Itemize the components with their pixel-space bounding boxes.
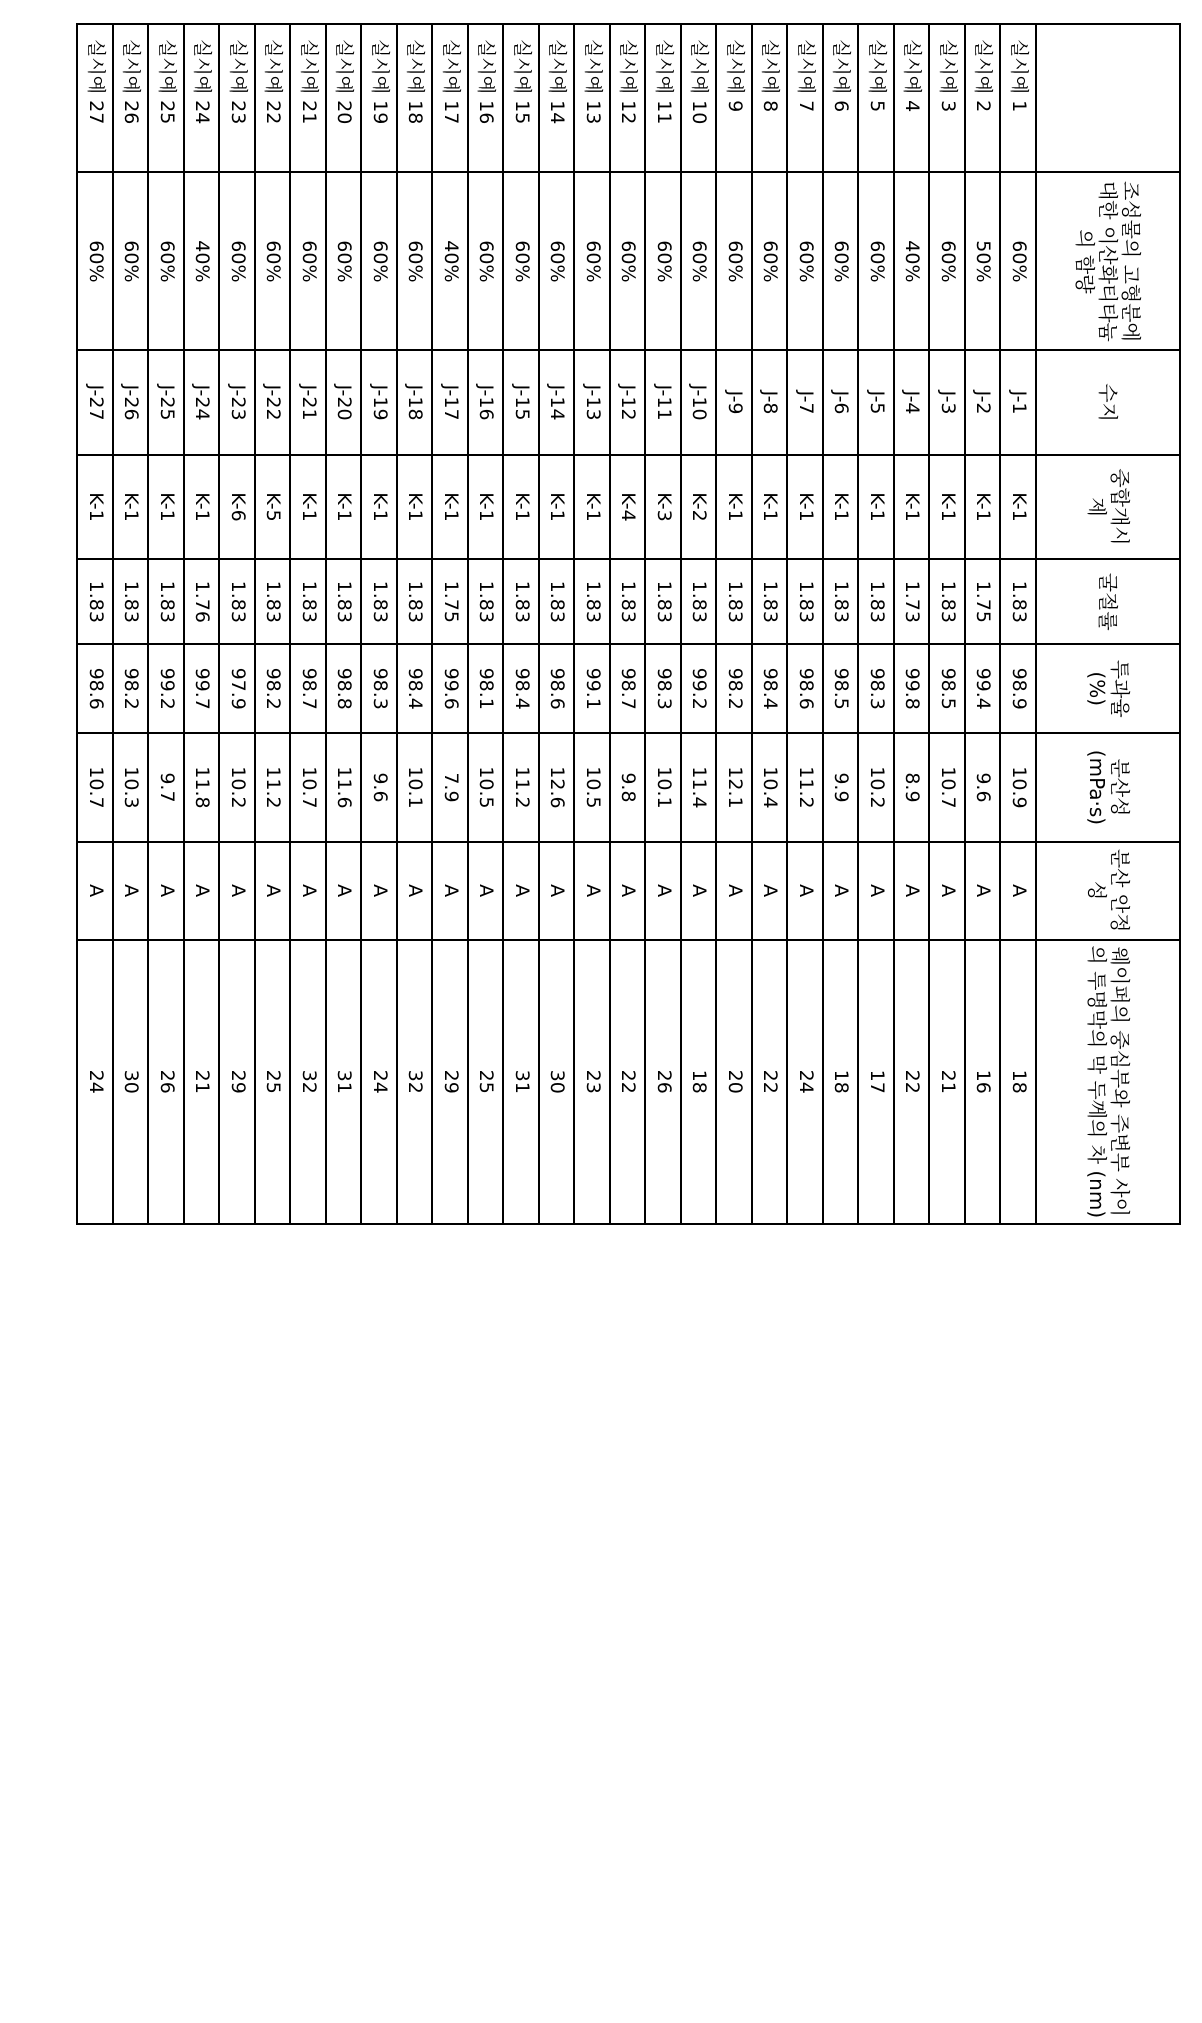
cell-resin: J-2: [965, 350, 1001, 454]
cell-initiator: K-1: [788, 455, 824, 560]
cell-thickness-difference: 32: [397, 940, 433, 1224]
cell-tio2-content: 60%: [823, 172, 859, 350]
cell-initiator: K-1: [859, 455, 895, 560]
cell-thickness-difference: 21: [184, 940, 220, 1224]
cell-refractive-index: 1.83: [255, 559, 291, 644]
cell-resin: J-17: [433, 350, 469, 454]
cell-thickness-difference: 26: [149, 940, 185, 1224]
cell-tio2-content: 60%: [575, 172, 611, 350]
cell-dispersibility: 8.9: [894, 733, 930, 842]
table-row: [1001, 24, 1037, 1224]
cell-resin: J-5: [859, 350, 895, 454]
cell-transmittance: 98.5: [930, 644, 966, 733]
cell-example-label: 실시예 19: [362, 24, 398, 172]
cell-dispersibility: 11.2: [255, 733, 291, 842]
cell-tio2-content: 60%: [255, 172, 291, 350]
cell-resin: J-9: [717, 350, 753, 454]
cell-dispersibility: 11.8: [184, 733, 220, 842]
cell-initiator: K-1: [930, 455, 966, 560]
cell-dispersibility: 11.2: [788, 733, 824, 842]
table-row: [113, 24, 149, 1224]
cell-dispersion-stability: A: [78, 842, 114, 940]
cell-initiator: K-1: [965, 455, 1001, 560]
cell-tio2-content: 60%: [220, 172, 256, 350]
cell-tio2-content: 60%: [326, 172, 362, 350]
cell-thickness-difference: 24: [788, 940, 824, 1224]
cell-refractive-index: 1.83: [1001, 559, 1037, 644]
cell-example-label: 실시예 21: [291, 24, 327, 172]
cell-initiator: K-1: [539, 455, 575, 560]
cell-thickness-difference: 31: [504, 940, 540, 1224]
cell-tio2-content: 60%: [397, 172, 433, 350]
cell-transmittance: 99.7: [184, 644, 220, 733]
table-row: [610, 24, 646, 1224]
cell-transmittance: 98.3: [646, 644, 682, 733]
cell-example-label: 실시예 18: [397, 24, 433, 172]
cell-example-label: 실시예 1: [1001, 24, 1037, 172]
cell-transmittance: 98.2: [255, 644, 291, 733]
cell-resin: J-8: [752, 350, 788, 454]
cell-thickness-difference: 18: [681, 940, 717, 1224]
cell-example-label: 실시예 7: [788, 24, 824, 172]
cell-dispersion-stability: A: [788, 842, 824, 940]
cell-transmittance: 99.4: [965, 644, 1001, 733]
cell-refractive-index: 1.83: [397, 559, 433, 644]
cell-transmittance: 98.4: [397, 644, 433, 733]
cell-initiator: K-1: [326, 455, 362, 560]
cell-dispersibility: 9.9: [823, 733, 859, 842]
cell-example-label: 실시예 27: [78, 24, 114, 172]
cell-transmittance: 98.5: [823, 644, 859, 733]
cell-initiator: K-1: [717, 455, 753, 560]
cell-resin: J-1: [1001, 350, 1037, 454]
cell-refractive-index: 1.83: [539, 559, 575, 644]
cell-dispersion-stability: A: [326, 842, 362, 940]
cell-example-label: 실시예 13: [575, 24, 611, 172]
cell-thickness-difference: 18: [823, 940, 859, 1224]
table-row: [681, 24, 717, 1224]
cell-transmittance: 97.9: [220, 644, 256, 733]
table-row: [291, 24, 327, 1224]
cell-initiator: K-1: [752, 455, 788, 560]
cell-example-label: 실시예 12: [610, 24, 646, 172]
examples-results-table: [77, 23, 1182, 1225]
cell-dispersibility: 9.7: [149, 733, 185, 842]
cell-refractive-index: 1.83: [149, 559, 185, 644]
cell-thickness-difference: 25: [255, 940, 291, 1224]
cell-refractive-index: 1.83: [468, 559, 504, 644]
header-dispersion-stability: 분산 안정성: [1036, 842, 1180, 940]
cell-dispersion-stability: A: [575, 842, 611, 940]
cell-dispersibility: 7.9: [433, 733, 469, 842]
table-row: [362, 24, 398, 1224]
cell-tio2-content: 60%: [930, 172, 966, 350]
cell-example-label: 실시예 17: [433, 24, 469, 172]
cell-initiator: K-1: [184, 455, 220, 560]
cell-initiator: K-5: [255, 455, 291, 560]
cell-initiator: K-1: [113, 455, 149, 560]
cell-transmittance: 99.8: [894, 644, 930, 733]
cell-dispersibility: 10.3: [113, 733, 149, 842]
cell-refractive-index: 1.83: [326, 559, 362, 644]
cell-thickness-difference: 23: [575, 940, 611, 1224]
cell-refractive-index: 1.83: [362, 559, 398, 644]
cell-refractive-index: 1.83: [752, 559, 788, 644]
cell-tio2-content: 60%: [610, 172, 646, 350]
cell-refractive-index: 1.83: [291, 559, 327, 644]
header-transmittance: 투과율 (%): [1036, 644, 1180, 733]
table-row: [504, 24, 540, 1224]
cell-dispersion-stability: A: [362, 842, 398, 940]
cell-transmittance: 98.4: [504, 644, 540, 733]
cell-refractive-index: 1.83: [681, 559, 717, 644]
cell-initiator: K-1: [468, 455, 504, 560]
header-corner: [1036, 24, 1180, 172]
cell-dispersibility: 10.7: [291, 733, 327, 842]
cell-resin: J-18: [397, 350, 433, 454]
cell-transmittance: 98.6: [78, 644, 114, 733]
cell-resin: J-11: [646, 350, 682, 454]
cell-resin: J-14: [539, 350, 575, 454]
cell-initiator: K-1: [575, 455, 611, 560]
table-row: [539, 24, 575, 1224]
cell-dispersion-stability: A: [113, 842, 149, 940]
cell-dispersibility: 10.7: [78, 733, 114, 842]
cell-refractive-index: 1.83: [610, 559, 646, 644]
cell-transmittance: 98.2: [717, 644, 753, 733]
cell-refractive-index: 1.75: [433, 559, 469, 644]
cell-tio2-content: 60%: [717, 172, 753, 350]
cell-dispersion-stability: A: [291, 842, 327, 940]
cell-tio2-content: 40%: [184, 172, 220, 350]
cell-thickness-difference: 30: [539, 940, 575, 1224]
cell-transmittance: 99.6: [433, 644, 469, 733]
cell-initiator: K-1: [149, 455, 185, 560]
cell-tio2-content: 60%: [362, 172, 398, 350]
cell-example-label: 실시예 24: [184, 24, 220, 172]
cell-transmittance: 98.3: [859, 644, 895, 733]
cell-dispersion-stability: A: [184, 842, 220, 940]
cell-initiator: K-1: [823, 455, 859, 560]
cell-thickness-difference: 30: [113, 940, 149, 1224]
cell-dispersibility: 9.6: [965, 733, 1001, 842]
cell-resin: J-15: [504, 350, 540, 454]
cell-tio2-content: 60%: [468, 172, 504, 350]
cell-refractive-index: 1.83: [788, 559, 824, 644]
cell-transmittance: 98.7: [291, 644, 327, 733]
cell-dispersion-stability: A: [965, 842, 1001, 940]
table-body: [78, 24, 1037, 1224]
cell-example-label: 실시예 23: [220, 24, 256, 172]
header-initiator: 중합개시제: [1036, 455, 1180, 560]
cell-transmittance: 98.9: [1001, 644, 1037, 733]
cell-thickness-difference: 25: [468, 940, 504, 1224]
cell-dispersibility: 10.4: [752, 733, 788, 842]
cell-dispersion-stability: A: [646, 842, 682, 940]
cell-dispersion-stability: A: [433, 842, 469, 940]
cell-example-label: 실시예 10: [681, 24, 717, 172]
cell-resin: J-26: [113, 350, 149, 454]
cell-thickness-difference: 16: [965, 940, 1001, 1224]
cell-initiator: K-4: [610, 455, 646, 560]
cell-resin: J-20: [326, 350, 362, 454]
cell-transmittance: 98.4: [752, 644, 788, 733]
cell-dispersion-stability: A: [539, 842, 575, 940]
cell-initiator: K-2: [681, 455, 717, 560]
table-row: [397, 24, 433, 1224]
cell-resin: J-21: [291, 350, 327, 454]
cell-example-label: 실시예 14: [539, 24, 575, 172]
table-row: [717, 24, 753, 1224]
cell-thickness-difference: 24: [78, 940, 114, 1224]
cell-thickness-difference: 22: [894, 940, 930, 1224]
cell-dispersibility: 10.2: [220, 733, 256, 842]
header-resin: 수지: [1036, 350, 1180, 454]
cell-tio2-content: 60%: [504, 172, 540, 350]
cell-example-label: 실시예 6: [823, 24, 859, 172]
table-row: [433, 24, 469, 1224]
rotated-table-container: [77, 23, 1182, 1225]
cell-dispersibility: 11.2: [504, 733, 540, 842]
cell-resin: J-10: [681, 350, 717, 454]
cell-tio2-content: 60%: [752, 172, 788, 350]
cell-thickness-difference: 32: [291, 940, 327, 1224]
cell-dispersibility: 11.6: [326, 733, 362, 842]
cell-example-label: 실시예 26: [113, 24, 149, 172]
cell-example-label: 실시예 16: [468, 24, 504, 172]
cell-thickness-difference: 17: [859, 940, 895, 1224]
cell-tio2-content: 60%: [149, 172, 185, 350]
cell-dispersion-stability: A: [610, 842, 646, 940]
cell-dispersion-stability: A: [504, 842, 540, 940]
cell-refractive-index: 1.83: [930, 559, 966, 644]
table-row: [575, 24, 611, 1224]
cell-refractive-index: 1.75: [965, 559, 1001, 644]
cell-resin: J-27: [78, 350, 114, 454]
cell-refractive-index: 1.83: [646, 559, 682, 644]
cell-thickness-difference: 22: [752, 940, 788, 1224]
cell-dispersibility: 10.5: [575, 733, 611, 842]
table-row: [646, 24, 682, 1224]
cell-dispersibility: 12.1: [717, 733, 753, 842]
cell-tio2-content: 60%: [788, 172, 824, 350]
cell-resin: J-3: [930, 350, 966, 454]
cell-refractive-index: 1.73: [894, 559, 930, 644]
cell-tio2-content: 60%: [859, 172, 895, 350]
cell-resin: J-22: [255, 350, 291, 454]
cell-initiator: K-1: [894, 455, 930, 560]
cell-tio2-content: 60%: [78, 172, 114, 350]
table-row: [184, 24, 220, 1224]
cell-example-label: 실시예 11: [646, 24, 682, 172]
cell-resin: J-25: [149, 350, 185, 454]
cell-dispersion-stability: A: [1001, 842, 1037, 940]
cell-resin: J-6: [823, 350, 859, 454]
cell-resin: J-4: [894, 350, 930, 454]
header-tio2-content: 조성물의 고형분에 대한 이산화티타늄의 함량: [1036, 172, 1180, 350]
table-row: [149, 24, 185, 1224]
cell-resin: J-24: [184, 350, 220, 454]
cell-dispersibility: 10.1: [397, 733, 433, 842]
cell-transmittance: 98.6: [539, 644, 575, 733]
cell-thickness-difference: 29: [220, 940, 256, 1224]
cell-transmittance: 98.2: [113, 644, 149, 733]
cell-initiator: K-1: [362, 455, 398, 560]
cell-resin: J-19: [362, 350, 398, 454]
cell-dispersion-stability: A: [823, 842, 859, 940]
cell-refractive-index: 1.83: [504, 559, 540, 644]
cell-refractive-index: 1.83: [823, 559, 859, 644]
cell-tio2-content: 60%: [539, 172, 575, 350]
cell-dispersion-stability: A: [397, 842, 433, 940]
cell-initiator: K-1: [504, 455, 540, 560]
cell-initiator: K-1: [433, 455, 469, 560]
cell-resin: J-12: [610, 350, 646, 454]
cell-refractive-index: 1.83: [220, 559, 256, 644]
cell-transmittance: 99.1: [575, 644, 611, 733]
cell-dispersibility: 10.9: [1001, 733, 1037, 842]
cell-initiator: K-1: [291, 455, 327, 560]
cell-thickness-difference: 22: [610, 940, 646, 1224]
table-row: [255, 24, 291, 1224]
cell-example-label: 실시예 3: [930, 24, 966, 172]
cell-refractive-index: 1.83: [859, 559, 895, 644]
cell-tio2-content: 40%: [433, 172, 469, 350]
cell-resin: J-23: [220, 350, 256, 454]
cell-tio2-content: 60%: [113, 172, 149, 350]
cell-transmittance: 98.7: [610, 644, 646, 733]
table-row: [823, 24, 859, 1224]
table-row: [78, 24, 114, 1224]
cell-dispersion-stability: A: [220, 842, 256, 940]
cell-tio2-content: 60%: [1001, 172, 1037, 350]
cell-resin: J-16: [468, 350, 504, 454]
cell-refractive-index: 1.83: [113, 559, 149, 644]
table-row: [788, 24, 824, 1224]
cell-example-label: 실시예 22: [255, 24, 291, 172]
cell-thickness-difference: 20: [717, 940, 753, 1224]
cell-thickness-difference: 21: [930, 940, 966, 1224]
cell-example-label: 실시예 9: [717, 24, 753, 172]
cell-dispersion-stability: A: [149, 842, 185, 940]
cell-refractive-index: 1.83: [717, 559, 753, 644]
cell-transmittance: 99.2: [681, 644, 717, 733]
table-row: [752, 24, 788, 1224]
cell-dispersibility: 11.4: [681, 733, 717, 842]
cell-dispersibility: 9.8: [610, 733, 646, 842]
cell-example-label: 실시예 25: [149, 24, 185, 172]
cell-resin: J-13: [575, 350, 611, 454]
table-row: [930, 24, 966, 1224]
cell-initiator: K-1: [1001, 455, 1037, 560]
cell-transmittance: 98.1: [468, 644, 504, 733]
cell-initiator: K-1: [78, 455, 114, 560]
cell-thickness-difference: 29: [433, 940, 469, 1224]
cell-thickness-difference: 31: [326, 940, 362, 1224]
cell-example-label: 실시예 4: [894, 24, 930, 172]
cell-transmittance: 98.8: [326, 644, 362, 733]
cell-example-label: 실시예 20: [326, 24, 362, 172]
cell-initiator: K-6: [220, 455, 256, 560]
table-row: [468, 24, 504, 1224]
cell-dispersion-stability: A: [468, 842, 504, 940]
cell-example-label: 실시예 15: [504, 24, 540, 172]
cell-tio2-content: 50%: [965, 172, 1001, 350]
cell-dispersion-stability: A: [894, 842, 930, 940]
cell-dispersion-stability: A: [859, 842, 895, 940]
cell-dispersion-stability: A: [930, 842, 966, 940]
cell-example-label: 실시예 8: [752, 24, 788, 172]
header-dispersibility: 분산성 (mPa·s): [1036, 733, 1180, 842]
table-row: [220, 24, 256, 1224]
header-refractive-index: 굴절률: [1036, 559, 1180, 644]
cell-dispersion-stability: A: [752, 842, 788, 940]
cell-refractive-index: 1.76: [184, 559, 220, 644]
cell-thickness-difference: 26: [646, 940, 682, 1224]
cell-transmittance: 99.2: [149, 644, 185, 733]
table-row: [326, 24, 362, 1224]
cell-thickness-difference: 24: [362, 940, 398, 1224]
cell-initiator: K-3: [646, 455, 682, 560]
cell-example-label: 실시예 2: [965, 24, 1001, 172]
cell-dispersibility: 10.5: [468, 733, 504, 842]
cell-dispersion-stability: A: [681, 842, 717, 940]
table-row: [894, 24, 930, 1224]
header-row: [1036, 24, 1180, 1224]
cell-thickness-difference: 18: [1001, 940, 1037, 1224]
cell-dispersion-stability: A: [255, 842, 291, 940]
cell-resin: J-7: [788, 350, 824, 454]
cell-initiator: K-1: [397, 455, 433, 560]
cell-refractive-index: 1.83: [575, 559, 611, 644]
cell-tio2-content: 40%: [894, 172, 930, 350]
cell-refractive-index: 1.83: [78, 559, 114, 644]
table-row: [965, 24, 1001, 1224]
cell-example-label: 실시예 5: [859, 24, 895, 172]
cell-tio2-content: 60%: [681, 172, 717, 350]
cell-tio2-content: 60%: [291, 172, 327, 350]
cell-tio2-content: 60%: [646, 172, 682, 350]
cell-dispersibility: 10.7: [930, 733, 966, 842]
header-thickness-difference: 웨이퍼의 중심부와 주변부 사이의 투명막의 막 두께의 차 (nm): [1036, 940, 1180, 1224]
cell-dispersibility: 9.6: [362, 733, 398, 842]
cell-dispersion-stability: A: [717, 842, 753, 940]
cell-transmittance: 98.3: [362, 644, 398, 733]
cell-dispersibility: 10.2: [859, 733, 895, 842]
cell-dispersibility: 12.6: [539, 733, 575, 842]
cell-dispersibility: 10.1: [646, 733, 682, 842]
cell-transmittance: 98.6: [788, 644, 824, 733]
table-row: [859, 24, 895, 1224]
